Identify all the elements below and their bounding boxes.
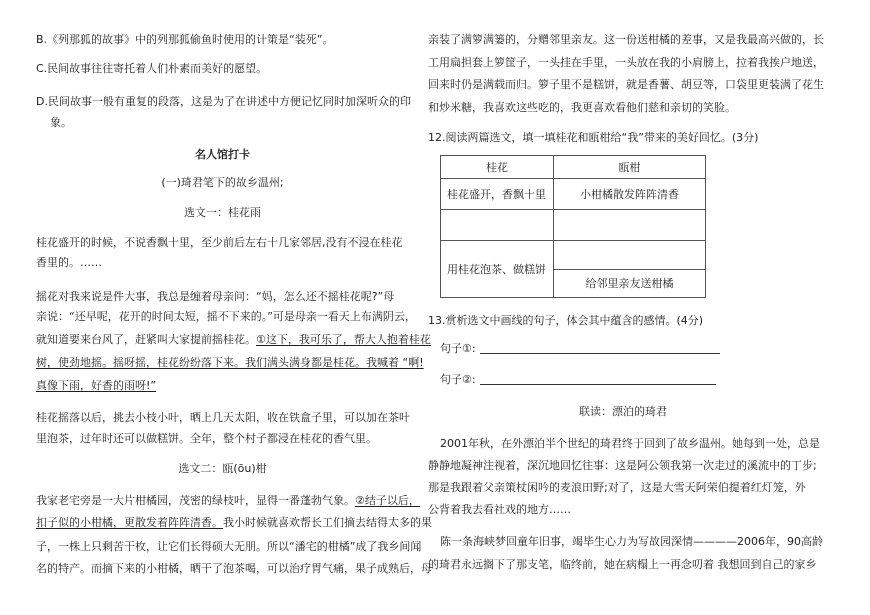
table-cell-blank[interactable] <box>554 210 706 241</box>
table-row <box>441 210 706 241</box>
question-12: 12.阅读两篇选文，填一填桂花和瓯柑给“我”带来的美好回忆。(3分) <box>428 131 759 144</box>
table-header-cell: 瓯柑 <box>554 156 706 179</box>
paragraph: 的琦君永远搁下了那支笔，临终前，她在病榻上一再念叨着 我想回到自己的家乡 <box>428 558 817 571</box>
question-13: 13.赏析选文中画线的句子，体会其中蕴含的感情。(4分) <box>428 314 704 327</box>
option-c: C.民间故事往往寄托着人们朴素而美好的愿望。 <box>36 62 268 75</box>
paragraph: 名的特产。而摘下来的小柑橘，晒干了泡茶喝，可以治疗胃气痛，果子成熟后，母 <box>36 562 432 575</box>
paragraph: 2001年秋，在外漂泊半个世纪的琦君终于回到了故乡温州。她每到一处，总是 <box>440 437 820 450</box>
table-cell-blank[interactable] <box>441 210 554 241</box>
paragraph: 摇花对我来说是件大事，我总是缠着母亲问：“妈，怎么还不摇桂花呢?”母 <box>36 290 395 303</box>
paragraph <box>36 516 432 529</box>
table-cell: 给邻里亲友送柑橘 <box>554 269 706 298</box>
paragraph: 那是我跟着父亲策杖闲吟的麦浪田野;对了，这是大雪天阿荣伯提着红灯笼，外 <box>428 481 806 494</box>
paragraph: 里泡茶，过年时还可以做糕饼。全年，整个村子都浸在桂花的香气里。 <box>36 432 377 445</box>
table-cell: 小柑橘散发阵阵清香 <box>554 179 706 210</box>
underlined-sentence-1: ①这下，我可乐了，帮大人抱着桂花 <box>256 333 431 346</box>
option-d: D.民间故事一般有重复的段落，这是为了在讲述中方便记忆同时加深听众的印 <box>36 95 411 108</box>
paragraph <box>36 333 431 346</box>
paragraph: 亲装了满箩满篓的，分赠邻里亲友。这一份送柑橘的差事，又是我最高兴做的，长 <box>428 33 824 46</box>
paragraph: 桂花盛开的时候，不说香飘十里，至少前后左右十几家邻居,没有不浸在桂花 <box>36 236 403 249</box>
answer-table <box>440 155 706 298</box>
sentence-2-answer-line[interactable] <box>480 384 716 385</box>
passage2-title: 选文二：瓯(ōu)柑 <box>178 462 267 475</box>
text-span: 我小时候就喜欢帮长工们摘去结得太多的果 <box>223 516 432 529</box>
paragraph: 静静地凝神注视着，深沉地回忆往事：这是阿公领我第一次走过的溪流中的丁步; <box>428 459 817 472</box>
table-cell-blank[interactable] <box>554 241 706 270</box>
paragraph: 桂花摇落以后，挑去小枝小叶，晒上几天太阳，收在铁盒子里，可以加在茶叶 <box>36 411 410 424</box>
paragraph: 和炒米糖，我喜欢这些吃的，我更喜欢看他们慈和亲切的笑脸。 <box>428 101 736 114</box>
paragraph: 子，一株上只剩苦干枚，让它们长得硕大无朋。所以“潘宅的柑橘”成了我乡间闻 <box>36 540 422 553</box>
paragraph <box>36 494 420 507</box>
table-header-cell: 桂花 <box>441 156 554 179</box>
sub-title: (一)琦君笔下的故乡温州; <box>161 176 284 189</box>
sentence-2-label: 句子②: <box>440 373 476 386</box>
lianlian-title: 联读：漂泊的琦君 <box>579 405 667 418</box>
text-span: 我家老宅旁是一大片柑橘园，茂密的绿枝叶，显得一番蓬勃气象。 <box>36 494 355 507</box>
paragraph: 亲说：“还早呢，花开的时间太短，摇不下来的。”可是母亲一看天上布满阴云， <box>36 310 416 323</box>
table-cell: 用桂花泡茶、做糕饼 <box>441 241 554 298</box>
underlined-sentence-1: 树，使劲地摇。摇呀摇，桂花纷纷落下来。我们满头满身都是桂花。我喊着 “啊! <box>36 356 424 369</box>
underlined-sentence-1: 真像下雨，好香的雨呀!” <box>36 379 157 392</box>
underlined-sentence-2: ②结子以后， <box>355 494 420 507</box>
option-d-cont: 象。 <box>50 116 72 129</box>
option-b: B.《列那狐的故事》中的列那狐偷鱼时使用的计策是“装死”。 <box>36 33 334 46</box>
paragraph: 工用扁担套上箩筐子，一头挂在手里，一头放在我的小肩膀上，拉着我挨户地送， <box>428 56 824 69</box>
paragraph: 香里的。…… <box>36 256 102 269</box>
paragraph: 回来时仍是满载而归。箩子里不是糕饼，就是香薯、胡豆等，口袋里更装满了花生 <box>428 78 824 91</box>
paragraph: 公背着我去看社戏的地方…… <box>428 503 571 516</box>
table-row <box>441 156 706 179</box>
table-row <box>441 241 706 270</box>
table-row <box>441 179 706 210</box>
sentence-1-answer-line[interactable] <box>480 353 720 354</box>
text-span: 就知道要来台风了，赶紧叫大家提前摇桂花。 <box>36 333 256 346</box>
sentence-1-label: 句子①: <box>440 342 476 355</box>
underlined-sentence-2: 扣子似的小柑橘，更散发着阵阵清香。 <box>36 516 223 529</box>
paragraph: 陈一条海峡梦回童年旧事，竭毕生心力为写故园深情————2006年，90高龄 <box>440 535 823 548</box>
section-title: 名人馆打卡 <box>195 148 250 161</box>
passage1-title: 选文一：桂花雨 <box>184 206 261 219</box>
table-cell: 桂花盛开，香飘十里 <box>441 179 554 210</box>
